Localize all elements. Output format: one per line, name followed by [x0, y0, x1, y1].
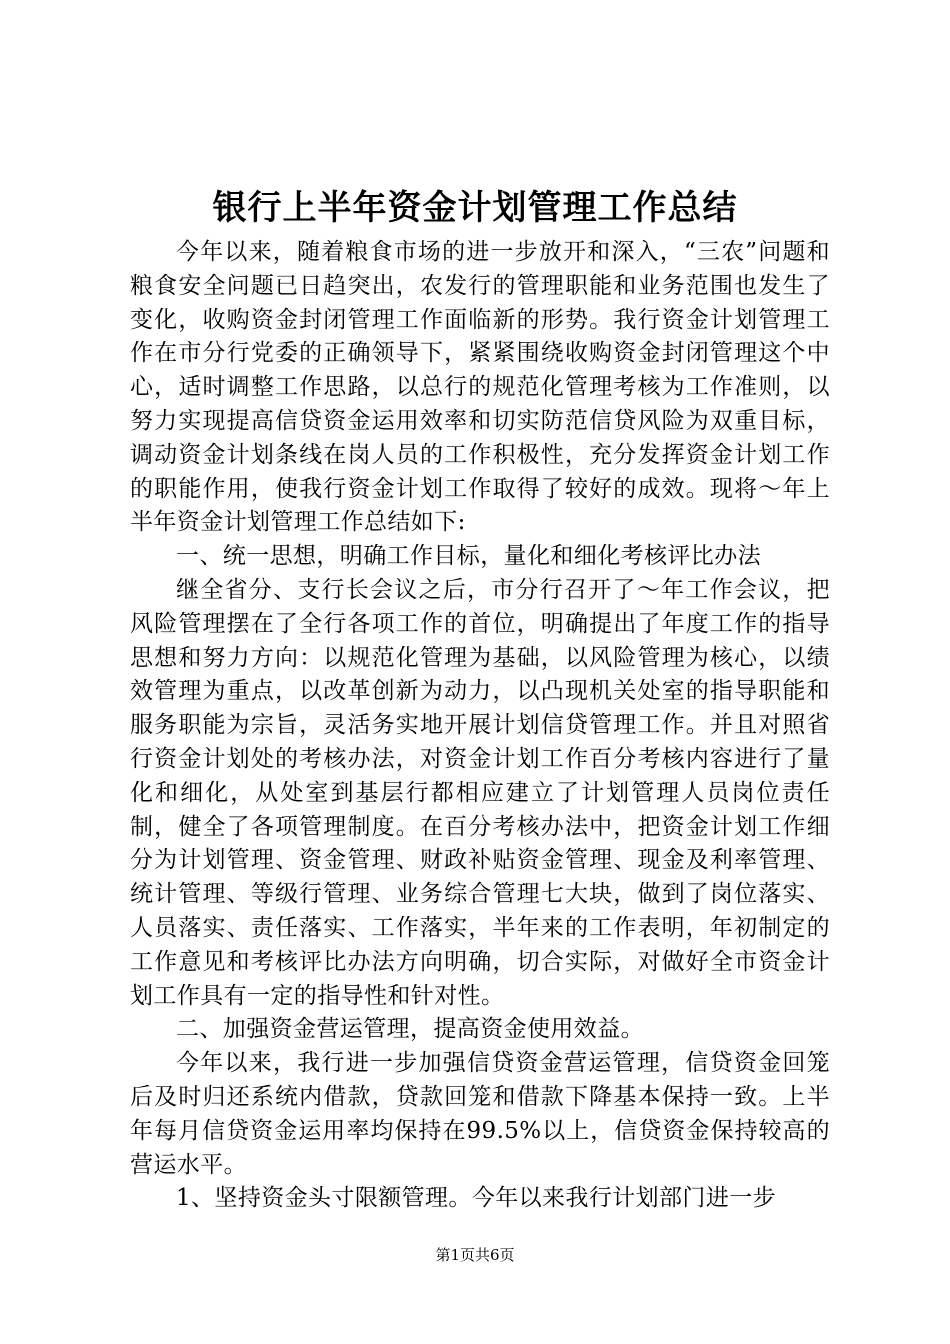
document-body	[130, 236, 830, 1216]
paragraph-section-2: 今年以来，我行进一步加强信贷资金营运管理，信贷资金回笼后及时归还系统内借款，贷款回笼和借款下降基本保持一致。上半年每月信贷资金运用率均保持在99.5%以上，信贷资金保持较高的营运水平。	[130, 1050, 830, 1178]
paragraph-intro: 今年以来，随着粮食市场的进一步放开和深入，“三农”问题和粮食安全问题已日趋突出，农发行的管理职能和业务范围也发生了变化，收购资金封闭管理工作面临新的形势。我行资金计划管理工作在市分行党委的正确领导下，紧紧围绕收购资金封闭管理这个中心，适时调整工作思路，以总行的规范化管理考核为工作准则，以努力实现提高信贷资金运用效率和切实防范信贷风险为双重目标，调动资金计划条线在岗人员的工作积极性，充分发挥资金计划工作的职能作用，使我行资金计划工作取得了较好的成效。现将～年上半年资金计划管理工作总结如下:	[130, 239, 830, 536]
paragraph-section-1: 继全省分、支行长会议之后，市分行召开了～年工作会议，把风险管理摆在了全行各项工作的首位，明确提出了年度工作的指导思想和努力方向：以规范化管理为基础，以风险管理为核心，以绩效管理为重点，以改革创新为动力，以凸现机关处室的指导职能和服务职能为宗旨，灵活务实地开展计划信贷管理工作。并且对照省行资金计划处的考核办法，对资金计划工作百分考核内容进行了量化和细化，从处室到基层行都相应建立了计划管理人员岗位责任制，健全了各项管理制度。在百分考核办法中，把资金计划工作细分为计划管理、资金管理、财政补贴资金管理、现金及利率管理、统计管理、等级行管理、业务综合管理七大块，做到了岗位落实、人员落实、责任落实、工作落实，半年来的工作表明，年初制定的工作意见和考核评比办法方向明确，切合实际，对做好全市资金计划工作具有一定的指导性和针对性。	[130, 576, 830, 1009]
page-total: 共6页	[475, 1246, 515, 1264]
page-number: 第1页	[435, 1246, 475, 1264]
document-title: 银行上半年资金计划管理工作总结	[212, 188, 738, 228]
section-heading-1: 一、统一思想，明确工作目标，量化和细化考核评比办法	[176, 543, 761, 570]
subsection-heading-1: 1、坚持资金头寸限额管理。今年以来我行计划部门进一步	[176, 1185, 777, 1212]
page-footer	[0, 1245, 950, 1265]
section-heading-2: 二、加强资金营运管理，提高资金使用效益。	[176, 1016, 644, 1043]
